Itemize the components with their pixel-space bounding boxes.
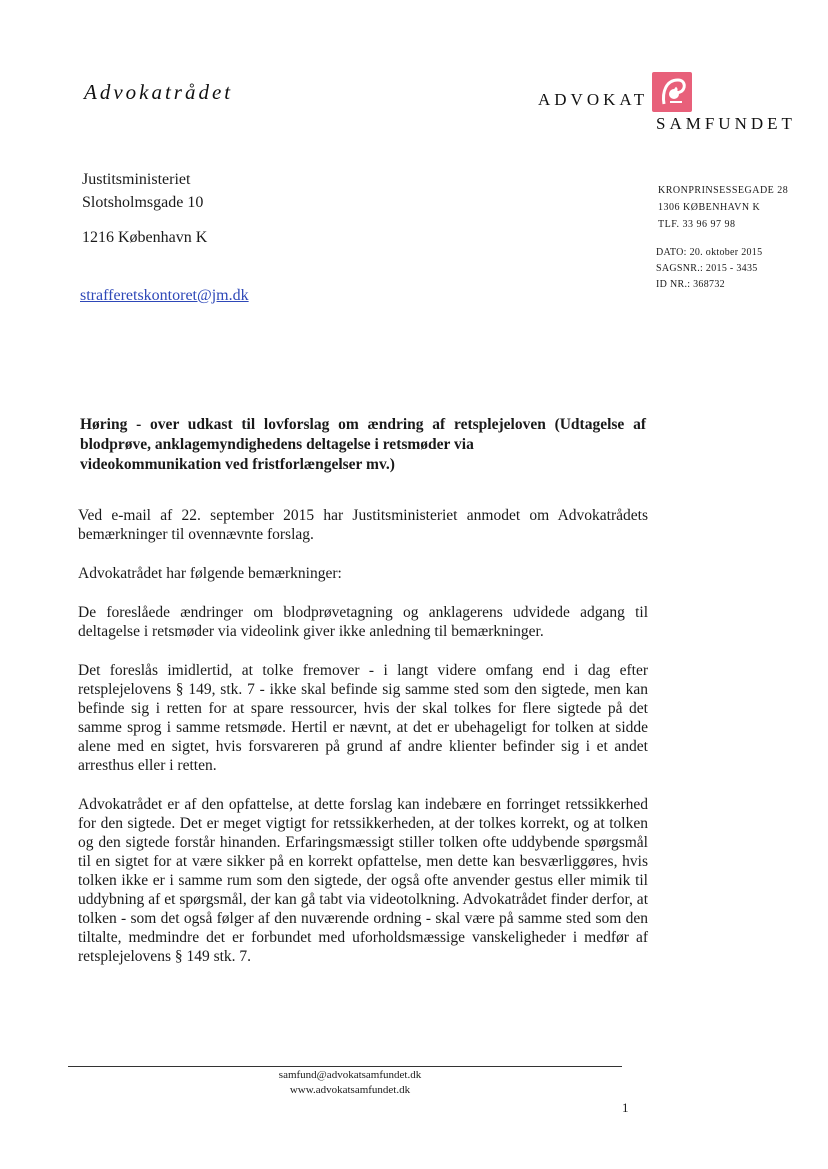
letter-subject	[80, 415, 646, 475]
sender-phone: TLF. 33 96 97 98	[658, 219, 736, 230]
org-name-script: Advokatrådet	[84, 80, 234, 104]
meta-id-number: ID NR.: 368732	[656, 279, 725, 290]
body-paragraph: Det foreslås imidlertid, at tolke fremover - i langt videre omfang end i dag efter retsplejelovens § 149, stk. 7 - ikke skal befinde sig samme sted som den sigtede, men kan befinde sig i retten for at spare ressourcer, hvis der skal tolkes for flere sigtede på det samme sprog i samme retsmøde. Hertil er nævnt, at det er ubehageligt for tolken at sidde alene med en sigtet, hvis forsvareren på grund af andre klienter befinder sig i et andet arresthus eller i retten.	[78, 662, 648, 774]
footer-email: samfund@advokatsamfundet.dk	[278, 1069, 422, 1081]
recipient-city: 1216 København K	[82, 229, 208, 246]
footer-website: www.advokatsamfundet.dk	[289, 1084, 411, 1096]
sender-street: KRONPRINSESSEGADE 28	[658, 185, 789, 196]
subject-line-1: Høring - over udkast til lovforslag om ændring af retsplejeloven (Udtagelse af blodprøve, anklagemyndighedens deltagelse i retsmøder via	[80, 416, 646, 453]
body-paragraph: De foreslåede ændringer om blodprøvetagning og anklagerens udvidede adgang til deltagelse i retsmøder via videolink giver ikke anledning til bemærkninger.	[78, 604, 648, 640]
recipient-email-link[interactable]: strafferetskontoret@jm.dk	[80, 287, 249, 304]
logo-word-advokat: ADVOKAT	[538, 90, 649, 109]
recipient-name: Justitsministeriet	[82, 171, 191, 188]
advokatsamfundet-logo	[538, 72, 798, 136]
logo-emblem-icon	[652, 72, 692, 112]
footer-contact	[225, 1068, 475, 1098]
letter-body	[78, 506, 648, 986]
sender-postal: 1306 KØBENHAVN K	[658, 202, 761, 213]
meta-date: DATO: 20. oktober 2015	[656, 247, 763, 258]
body-paragraph: Advokatrådet er af den opfattelse, at dette forslag kan indebære en forringet retssikkerhed for den sigtede. Det er meget vigtigt for retssikkerheden, at der tolkes korrekt, og at tolken og den sigtede forstår hinanden. Erfaringsmæssigt stiller tolken ofte uddybende spørgsmål til en sigtet for at være sikker på en korrekt opfattelse, men dette kan besværliggøres, hvis tolken ikke er i samme rum som den sigtede, der også ofte anvender gestus eller mimik til uddybning af et spørgsmål, der kan gå tabt via videotolkning. Advokatrådet finder derfor, at tolken - som det også følger af den nuværende ordning - skal være på samme sted som den tiltalte, medmindre det er forbundet med uforholdsmæssige vanskeligheder i medfør af retsplejelovens § 149 stk. 7.	[78, 796, 648, 965]
body-paragraph: Advokatrådet har følgende bemærkninger:	[78, 565, 342, 582]
recipient-address	[82, 168, 203, 214]
subject-line-2: videokommunikation ved fristforlængelser mv.)	[80, 456, 395, 473]
footer-divider	[68, 1066, 622, 1067]
recipient-street: Slotsholmsgade 10	[82, 194, 204, 211]
meta-case-number: SAGSNR.: 2015 - 3435	[656, 263, 758, 274]
document-meta	[656, 245, 762, 293]
logo-word-samfundet: SAMFUNDET	[656, 114, 796, 133]
body-paragraph: Ved e-mail af 22. september 2015 har Justitsministeriet anmodet om Advokatrådets bemærkninger til ovennævnte forslag.	[78, 507, 648, 543]
sender-address	[658, 182, 788, 233]
page-number: 1	[622, 1100, 629, 1115]
